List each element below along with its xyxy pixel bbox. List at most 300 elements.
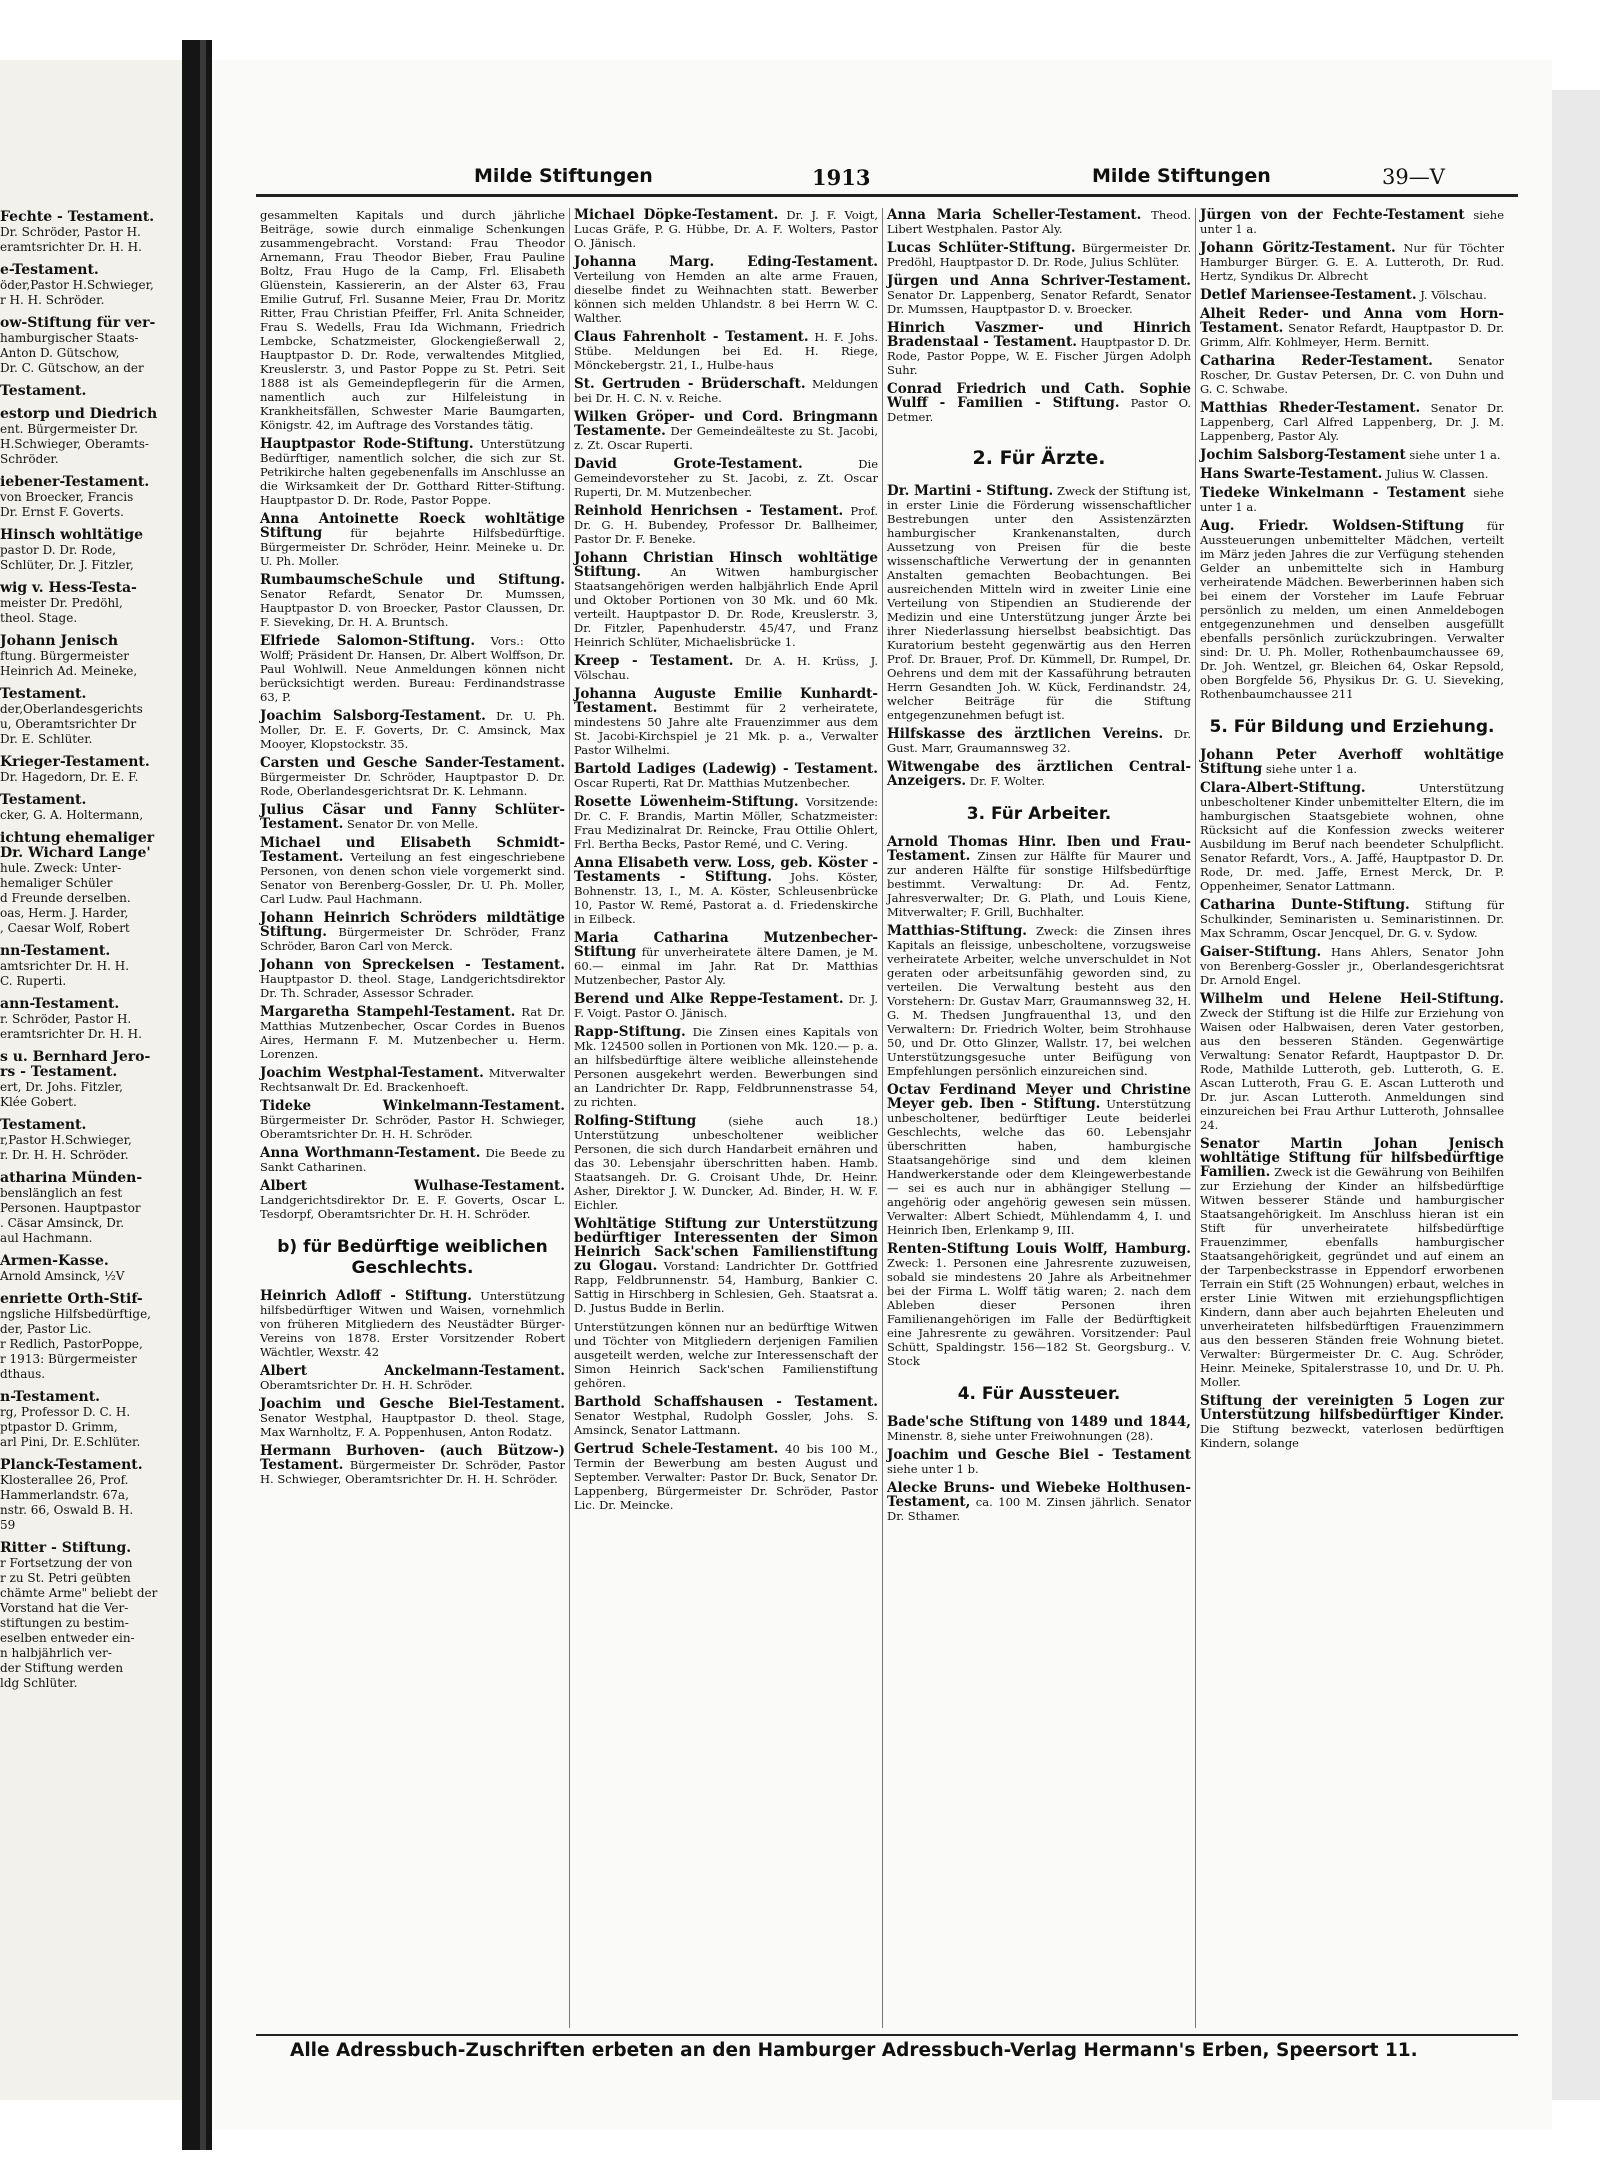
left-fragment-line: e-Testament. — [0, 262, 99, 278]
foundation-entry — [887, 924, 1191, 1078]
foundation-entry — [1200, 1137, 1504, 1389]
foundation-entry — [1200, 448, 1504, 462]
left-page-fragment — [0, 60, 182, 2100]
foundation-entry — [260, 634, 565, 704]
entry-title: Berend und Alke Reppe-Testament. — [574, 991, 844, 1007]
left-fragment-line: Krieger-Testament. — [0, 754, 150, 770]
entry-title: Lucas Schlüter-Stiftung. — [887, 240, 1076, 256]
entry-text: Bestimmt für 2 verheiratete, mindestens 50 Jahre alte Frauenzimmer aus dem St. Jacobi-Kirchspiel je 21 Mk. p. a., Verwalter Pastor Wilhelmi. — [574, 701, 879, 757]
left-fragment-line: ann-Testament. — [0, 996, 120, 1012]
foundation-entry — [260, 803, 565, 831]
header-right: Milde Stiftungen — [1092, 165, 1271, 187]
foundation-entry — [260, 1005, 565, 1061]
foundation-entry — [574, 1395, 878, 1437]
left-fragment-line: eselben entweder ein- — [0, 1631, 135, 1645]
foundation-entry — [887, 208, 1191, 236]
left-fragment-line: hemaliger Schüler — [0, 876, 113, 890]
foundation-entry — [574, 762, 878, 790]
foundation-entry — [1200, 288, 1504, 302]
left-fragment-line: Arnold Amsinck, ½V — [0, 1269, 125, 1283]
left-fragment-line: Personen. Hauptpastor — [0, 1201, 141, 1215]
running-header — [212, 165, 1542, 191]
left-fragment-line: ftung. Bürgermeister — [0, 649, 129, 663]
left-fragment-line: ert, Dr. Johs. Fitzler, — [0, 1080, 123, 1094]
section-heading: b) für Bedürftige weiblichen Geschlechts. — [277, 1237, 548, 1278]
left-fragment-line: eramtsrichter Dr. H. H. — [0, 240, 142, 254]
left-fragment-line: cker, G. A. Holtermann, — [0, 808, 144, 822]
left-fragment-line: benslänglich an fest — [0, 1186, 123, 1200]
entry-text: 40 bis 100 M., Termin der Bewerbung am besten August und September. Verwalter: Pastor Dr. Buck, Senator Dr. Lappenberg, Bürgermeister Dr. Schröder, Pastor Lic. Dr. Meincke. — [574, 1442, 878, 1512]
left-fragment-line: arl Pini, Dr. E.Schlüter. — [0, 1435, 141, 1449]
header-left: Milde Stiftungen — [474, 165, 653, 187]
foundation-entry — [574, 1320, 878, 1390]
left-fragment-line: n-Testament. — [0, 1389, 101, 1405]
left-fragment-line: ptpastor D. Grimm, — [0, 1420, 118, 1434]
entry-text: Dr. Gust. Marr, Graumannsweg 32. — [887, 727, 1191, 755]
entry-text: Unterstützung Bedürftiger, namentlich solcher, die sich zur St. Petrikirche halten gegebenenfalls im Anschlusse an die Wirksamkeit der Dr. Gotthard Ritter-Stiftung. Hauptpastor D. Dr. Rode, Pastor Poppe. — [260, 437, 565, 507]
entry-title: Octav Ferdinand Meyer und Christine Meyer geb. Iben - Stiftung. — [887, 1082, 1191, 1112]
entry-title: Johann Peter Averhoff wohltätige Stiftung — [1200, 747, 1504, 777]
foundation-entry — [260, 1146, 565, 1174]
foundation-entry — [887, 241, 1191, 269]
left-fragment-line: Fechte - Testament. — [0, 209, 155, 225]
entry-text: Hauptpastor D. Dr. Rode, Pastor Poppe, W. E. Fischer Jürgen Adolph Suhr. — [887, 335, 1192, 377]
foundation-entry — [1200, 748, 1504, 776]
column-3 — [882, 208, 1195, 2028]
foundation-entry — [574, 410, 878, 452]
entry-title: Rapp-Stiftung. — [574, 1024, 686, 1040]
entry-title: Renten-Stiftung Louis Wolff, Hamburg. — [887, 1241, 1191, 1257]
entry-text: Minenstr. 8, siehe unter Freiwohnungen (28). — [887, 1429, 1154, 1443]
entry-title: David Grote-Testament. — [574, 456, 803, 472]
entry-title: Alheit Reder- und Anna vom Horn-Testament. — [1200, 306, 1504, 336]
entry-text: Dr. F. Wolter. — [969, 774, 1046, 788]
entry-text: siehe unter 1 a. — [1200, 208, 1505, 236]
left-fragment-line: ent. Bürgermeister Dr. — [0, 422, 138, 436]
foundation-entry — [574, 1217, 878, 1315]
entry-title: Jochim Salsborg-Testament — [1200, 447, 1406, 463]
entry-text: Zweck der Stiftung ist die Hilfe zur Erziehung von Waisen oder Halbwaisen, deren Vater gestorben, aus den besseren Ständen. Gegenwärtige Verwaltung: Senator Refardt, Hauptpastor D. Dr. Rode, Mathilde Lutteroth, geb. Lutteroth, G. E. Ascan Lutteroth, Frau G. E. Ascan Lutteroth und Dr. jur. Ascan Lutteroth. Anmeldungen sind einzureichen bei Frau Arthur Lutteroth, Johnsallee 24. — [1200, 1006, 1504, 1132]
left-fragment-line: nn-Testament. — [0, 943, 111, 959]
entry-title: Matthias Rheder-Testament. — [1200, 400, 1421, 416]
foundation-entry — [260, 1289, 565, 1359]
entry-text: H. F. Johs. Stübe. Meldungen bei Ed. H. Riege, Mönckebergstr. 21, I., Hulbe-haus — [574, 330, 878, 372]
left-fragment-line: r H. H. Schröder. — [0, 293, 105, 307]
entry-text: für Aussteuerungen unbemittelter Mädchen, verteilt im März jeden Jahres die zur Verfügung stehenden Gelder an unbemittelte sich in Hamburg verheiratende Mädchen. Bewerberinnen haben sich bei einem der Vorsteher im Laufe Februar persönlich zu melden, um einen Anmeldebogen entgegenzunehmen und denselben ausgefüllt ebenfalls persönlich zurückzubringen. Verwalter sind: Dr. U. Ph. Moller, Rothenbaumchaussee 69, Dr. Joh. Wentzel, gr. Bleichen 64, Oskar Repsold, oben Borgfelde 56, Physikus Dr. G. U. Sieveking, Rothenbaumchaussee 211 — [1200, 519, 1504, 701]
left-fragment-line: Dr. Ernst F. Goverts. — [0, 505, 124, 519]
left-fragment-line: Testament. — [0, 1117, 87, 1133]
entry-text: Die Beede zu Sankt Catharinen. — [260, 1146, 565, 1174]
left-fragment-line: Ritter - Stiftung. — [0, 1540, 132, 1556]
foundation-entry — [260, 437, 565, 507]
left-fragment-line: Schlüter, Dr. J. Fitzler, — [0, 558, 134, 572]
entry-title: Jürgen von der Fechte-Testament — [1200, 208, 1465, 223]
left-fragment-line: hule. Zweck: Unter- — [0, 861, 122, 875]
column-1 — [256, 208, 569, 2028]
foundation-entry — [574, 377, 878, 405]
left-fragment-line: Planck-Testament. — [0, 1457, 143, 1473]
entry-title: Joachim Westphal-Testament. — [260, 1065, 484, 1081]
left-fragment-line: r 1913: Bürgermeister — [0, 1352, 137, 1366]
entry-title: Wohltätige Stiftung zur Unterstützung bedürftiger Interessenten der Simon Heinrich Sack'schen Familienstiftung zu Glogau. — [574, 1216, 878, 1274]
left-fragment-line: nstr. 66, Oswald B. H. — [0, 1503, 134, 1517]
left-fragment-line: hamburgischer Staats- — [0, 331, 139, 345]
left-fragment-line: atharina Münden- — [0, 1170, 143, 1186]
foundation-entry — [260, 1179, 565, 1221]
entry-title: Johanna Marg. Eding-Testament. — [574, 254, 878, 270]
foundation-entry — [887, 1415, 1191, 1443]
entry-text: Dr. J. F. Voigt, Lucas Gräfe, P. G. Hübbe, Dr. A. F. Wolters, Pastor O. Jänisch. — [574, 208, 879, 250]
entry-text: Johs. Köster, Bohnenstr. 13, I., M. A. Köster, Schleusenbrücke 10, Pastor W. Remé, Pastorat a. d. Friedenskirche in Eilbeck. — [574, 870, 879, 926]
foundation-entry — [574, 330, 878, 372]
foundation-entry — [574, 208, 878, 250]
entry-text: Stiftung für Schulkinder, Seminaristen u. Seminaristinnen. Dr. Max Schramm, Oscar Jencquel, Dr. G. v. Sydow. — [1200, 898, 1504, 940]
foundation-entry — [1200, 307, 1504, 349]
left-fragment-line: meister Dr. Predöhl, — [0, 596, 123, 610]
entry-title: Gaiser-Stiftung. — [1200, 944, 1322, 960]
entry-text: Dr. J. F. Voigt. Pastor O. Jänisch. — [574, 992, 879, 1020]
left-fragment-line: r Fortsetzung der von — [0, 1556, 133, 1570]
column-2 — [569, 208, 882, 2028]
entry-title: Joachim Salsborg-Testament. — [260, 708, 486, 724]
entry-text: für unverheiratete ältere Damen, je M. 60.— einmal im Jahr. Rat Dr. Matthias Mutzenbecher, Pastor Aly. — [574, 945, 878, 987]
left-fragment-line: estorp und Diedrich — [0, 406, 158, 422]
left-fragment-line: Hammerlandstr. 67a, — [0, 1488, 129, 1502]
left-fragment-line: öder,Pastor H.Schwieger, — [0, 278, 154, 292]
foundation-entry — [260, 756, 565, 798]
foundation-entry — [574, 654, 878, 682]
entry-text: Prof. Dr. G. H. Bubendey, Professor Dr. Ballheimer, Pastor Dr. F. Beneke. — [574, 504, 879, 546]
entry-text: Zinsen zur Hälfte für Maurer und zur anderen Hälfte für sonstige Hilfsbedürftige bestimmt. Verwaltung: Dr. Ad. Fentz, Jahresverwalter; Dr. G. Plath, und Louis Kiene, Mitverwalter; F. Grill, Buchhalter. — [887, 849, 1191, 919]
entry-text: Zweck: die Zinsen ihres Kapitals an fleissige, unbescholtene, vorzugsweise verheiratete Arbeiter, welche unverschuldet in Not geraten oder arbeitsunfähig geworden sind, zu verteilen. Die Verwaltung besteht aus den Vorstehern: Dr. Gustav Marr, Graumannsweg 32, H. G. M. Thedsen Jungfrauenthal 13, und den Verwaltern: Dr. Friedrich Wolter, beim Strohhause 50, und Dr. Otto Glinzer, Wallstr. 17, bei welchen Unterstützungsgesuche unter Beifügung von Empfehlungen persönlich einzureichen sind. — [887, 924, 1192, 1078]
left-fragment-line: r. Dr. H. H. Schröder. — [0, 1148, 129, 1162]
foundation-entry — [574, 255, 878, 325]
foundation-entry — [574, 1025, 878, 1109]
entry-title: Wilken Gröper- und Cord. Bringmann Testamente. — [574, 409, 878, 439]
foundation-entry — [1200, 898, 1504, 940]
left-fragment-line: Hinsch wohltätige — [0, 527, 144, 543]
header-year: 1913 — [812, 165, 871, 190]
left-fragment-line: Testament. — [0, 383, 87, 399]
entry-title: Witwengabe des ärztlichen Central-Anzeigers. — [887, 759, 1191, 789]
entry-text: An Witwen hamburgischer Staatsangehörigen werden halbjährlich Ende April und Oktober Portionen von 30 Mk. und 60 Mk. verteilt. Hauptpastor D. Dr. Rode, Kreuslerstr. 3, Dr. Fitzler, Papenhuderstr. 45/47, und Franz Heinrich Schlüter, Michaelisbrücke 1. — [574, 565, 878, 649]
entry-text: Bürgermeister Dr. Schröder, Hauptpastor D. Dr. Rode, Oberlandesgerichtsrat Dr. K. Lehmann. — [260, 770, 565, 798]
right-page-edge — [1552, 90, 1600, 2100]
left-fragment-line: eramtsrichter Dr. H. H. — [0, 1027, 142, 1041]
foundation-entry — [887, 382, 1191, 424]
entry-title: Hans Swarte-Testament. — [1200, 466, 1383, 482]
entry-title: Michael und Elisabeth Schmidt-Testament. — [260, 835, 565, 865]
entry-title: Wilhelm und Helene Heil-Stiftung. — [1200, 991, 1504, 1007]
header-rule — [256, 194, 1518, 197]
foundation-entry — [574, 1442, 878, 1512]
entry-text: gesammelten Kapitals und durch jährliche Beiträge, sowie durch einmalige Schenkungen zusammengebracht. Vorstand: Frau Theodor Arnemann, Frau Theodor Bieber, Frau Pauline Boltz, Frau Hugo de la Camp, Frl. Elisabeth Glüenstein, Kassiererin, an der Alster 63, Frau Emilie Gutruf, Frl. Susanne Meier, Frau Dr. Moritz Ritter, Frau Christian Pfeiffer, Frl. Anita Schneider, Frau S. Wedells, Frau Ida Wichmann, Friedrich Lembcke, Schatzmeister, Glockengießerwall 2, Hauptpastor D. Dr. Rode, verwaltendes Mitglied, Kreuslerstr. 3, und Pastor Poppe zu St. Petri. Seit 1888 ist als Gemeindepflegerin für die Armen, namentlich auch zur Hilfeleistung in Krankheitsfällen, Schwester Marie Baumgarten, Königstr. 42, im Auftrage des Vorstandes tätig. — [260, 208, 565, 432]
left-fragment-line: von Broecker, Francis — [0, 490, 134, 504]
foundation-entry — [260, 573, 565, 629]
entry-text: Hauptpastor D. theol. Stage, Landgerichtsdirektor Dr. Th. Schrader, Assessor Schrader. — [260, 972, 565, 1000]
entry-title: RumbaumscheSchule und Stiftung. — [260, 572, 565, 588]
section-heading: 2. Für Ärzte. — [972, 447, 1106, 469]
entry-title: St. Gertruden - Brüderschaft. — [574, 376, 806, 392]
entry-text: Oberamtsrichter Dr. H. H. Schröder. — [260, 1378, 473, 1392]
entry-text: Senator Westphal, Hauptpastor D. theol. Stage, Max Warnholtz, F. A. Poppenhusen, Anton Rodatz. — [260, 1411, 565, 1439]
text-columns — [256, 208, 1518, 2028]
foundation-entry — [1200, 1394, 1504, 1450]
entry-title: Carsten und Gesche Sander-Testament. — [260, 755, 565, 771]
left-fragment-line: der, Pastor Lic. — [0, 1322, 92, 1336]
entry-text: Verteilung von Hemden an alte arme Frauen, dieselbe findet zu Weihnachten statt. Bewerber können sich melden Uhlandstr. 8 bei Herrn W. C. Walther. — [574, 269, 878, 325]
entry-title: Rosette Löwenheim-Stiftung. — [574, 794, 799, 810]
entry-title: Michael Döpke-Testament. — [574, 208, 779, 223]
foundation-entry — [574, 992, 878, 1020]
entry-title: Rolfing-Stiftung — [574, 1113, 697, 1129]
entry-text: siehe unter 1 a. — [1200, 486, 1504, 514]
entry-title: Gertrud Schele-Testament. — [574, 1441, 779, 1457]
entry-title: Anna Elisabeth verw. Loss, geb. Köster - Testaments - Stiftung. — [574, 855, 878, 885]
foundation-entry — [574, 687, 878, 757]
left-fragment-line: Dr. C. Gütschow, an der — [0, 361, 144, 375]
entry-text: ca. 100 M. Zinsen jährlich. Senator Dr. Sthamer. — [887, 1495, 1191, 1523]
entry-title: Hauptpastor Rode-Stiftung. — [260, 436, 474, 452]
foundation-entry — [1200, 467, 1504, 481]
entry-text: Bürgermeister Dr. Schröder, Pastor H. Schwieger, Oberamtsrichter Dr. H. H. Schröder. — [260, 1113, 565, 1141]
entry-title: Hermann Burhoven- (auch Bützow-) Testament. — [260, 1443, 565, 1473]
entry-text: siehe unter 1 a. — [1265, 762, 1358, 776]
entry-text: Theod. Libert Westphalen. Pastor Aly. — [887, 208, 1191, 236]
entry-title: Joachim und Gesche Biel - Testament — [887, 1447, 1191, 1463]
left-fragment-line: n halbjährlich ver- — [0, 1646, 112, 1660]
foundation-entry — [1200, 945, 1504, 987]
gutter-shadow — [200, 40, 206, 2150]
left-fragment-line: H.Schwieger, Oberamts- — [0, 437, 149, 451]
entry-text: J. Völschau. — [1420, 288, 1487, 302]
entry-title: Detlef Mariensee-Testament. — [1200, 287, 1417, 303]
foundation-entry — [574, 551, 878, 649]
foundation-entry — [260, 958, 565, 1000]
left-fragment-line: oas, Herm. J. Harder, — [0, 906, 129, 920]
left-fragment-line: ngsliche Hilfsbedürftige, — [0, 1307, 151, 1321]
entry-text: Dr. A. H. Krüss, J. Völschau. — [574, 654, 879, 682]
entry-title: Hinrich Vaszmer- und Hinrich Bradenstaal - Testament. — [887, 320, 1191, 350]
entry-text: Unterstützungen können nur an bedürftige Witwen und Töchter von Mitgliedern derjenigen Familien ausgeteilt werden, welche zur Interessenschaft der Simon Heinrich Sack'schen Familienstiftung gehören. — [574, 1320, 878, 1390]
left-fragment-line: der,Oberlandesgerichts — [0, 702, 143, 716]
entry-title: Alecke Bruns- und Wiebeke Holthusen-Testament, — [887, 1480, 1191, 1510]
entry-title: Barthold Schaffshausen - Testament. — [574, 1394, 878, 1410]
left-page-column — [0, 60, 182, 1691]
entry-text: Unterstützung hilfsbedürftiger Witwen und Waisen, vornehmlich von früheren Mitgliedern des Neustädter Bürger-Vereins von 1878. Erster Vorsitzender Robert Wächtler, Wexstr. 42 — [260, 1289, 566, 1359]
entry-title: Anna Worthmann-Testament. — [260, 1145, 481, 1161]
foundation-entry — [1200, 401, 1504, 443]
foundation-entry — [260, 836, 565, 906]
left-fragment-line: s u. Bernhard Jero- — [0, 1049, 151, 1065]
left-fragment-line: r,Pastor H.Schwieger, — [0, 1133, 132, 1147]
entry-title: Stiftung der vereinigten 5 Logen zur Unterstützung hilfsbedürftiger Kinder. — [1200, 1393, 1504, 1423]
foundation-entry — [260, 1364, 565, 1392]
foundation-entry — [260, 512, 565, 568]
foundation-entry — [574, 795, 878, 851]
entry-text: Der Gemeindeälteste zu St. Jacobi, z. Zt. Oscar Ruperti. — [574, 424, 878, 452]
entry-title: Johann Christian Hinsch wohltätige Stiftung. — [574, 550, 878, 580]
foundation-entry — [1200, 992, 1504, 1132]
entry-text: Senator Refardt, Senator Dr. Mumssen, Hauptpastor D. von Broecker, Pastor Claussen, Dr. F. Sieveking, Dr. H. A. Bruntsch. — [260, 587, 565, 629]
entry-text: Senator Dr. von Melle. — [346, 817, 479, 831]
foundation-entry — [1200, 486, 1504, 514]
foundation-entry — [1200, 241, 1504, 283]
binding-gutter — [182, 40, 212, 2150]
foundation-entry — [1200, 208, 1504, 236]
foundation-entry — [260, 1397, 565, 1439]
entry-text: Verteilung an fest eingeschriebene Personen, von denen schon viele vorgemerkt sind. Senator von Berenberg-Gossler, Dr. U. Ph. Moller, Carl Ludw. Paul Hachmann. — [260, 850, 565, 906]
entry-text: Bürgermeister Dr. Schröder, Pastor H. Schwieger, Oberamtsrichter Dr. H. H. Schröder. — [260, 1458, 565, 1486]
entry-text: Rat Dr. Matthias Mutzenbecher, Oscar Cordes in Buenos Aires, Hermann F. M. Mutzenbecher u. Herm. Lorenzen. — [260, 1005, 566, 1061]
left-fragment-line: Vorstand hat die Ver- — [0, 1601, 129, 1615]
entry-title: Kreep - Testament. — [574, 653, 734, 669]
foundation-entry — [574, 931, 878, 987]
foundation-entry — [887, 760, 1191, 788]
entry-text: Bürgermeister Dr. Schröder, Franz Schröder, Baron Carl von Merck. — [260, 925, 566, 953]
entry-title: Bartold Ladiges (Ladewig) - Testament. — [574, 761, 878, 777]
entry-title: Clara-Albert-Stiftung. — [1200, 780, 1366, 796]
entry-text: Vorstand: Landrichter Dr. Gottfried Rapp, Feldbrunnenstr. 54, Hamburg, Bankier C. Sattig in Hirschberg in Schlesien, Geh. Staatsrat a. D. Justus Budde in Berlin. — [574, 1259, 879, 1315]
left-fragment-line: . Cäsar Amsinck, Dr. — [0, 1216, 125, 1230]
foundation-entry — [887, 321, 1191, 377]
entry-text: für bejahrte Hilfsbedürftige. Bürgermeister Dr. Schröder, Heinr. Meineke u. Dr. U. Ph. Moller. — [260, 526, 565, 568]
entry-title: Joachim und Gesche Biel-Testament. — [260, 1396, 565, 1412]
entry-title: Heinrich Adloff - Stiftung. — [260, 1288, 472, 1304]
left-fragment-line: pastor D. Dr. Rode, — [0, 543, 116, 557]
entry-title: Catharina Dunte-Stiftung. — [1200, 897, 1410, 913]
entry-text: Senator Dr. Lappenberg, Carl Alfred Lappenberg, Dr. J. M. Lappenberg, Pastor Aly. — [1200, 401, 1504, 443]
left-fragment-line: ldg Schlüter. — [0, 1676, 78, 1690]
left-fragment-line: amtsrichter Dr. H. H. — [0, 959, 130, 973]
left-fragment-line: Dr. E. Schlüter. — [0, 732, 93, 746]
entry-title: Albert Anckelmann-Testament. — [260, 1363, 565, 1379]
entry-title: Hilfskasse des ärztlichen Vereins. — [887, 726, 1164, 742]
left-fragment-line: theol. Stage. — [0, 611, 78, 625]
foundation-entry — [260, 1099, 565, 1141]
entry-title: Matthias-Stiftung. — [887, 923, 1027, 939]
entry-text: Nur für Töchter Hamburger Bürger. G. E. A. Lutteroth, Dr. Rud. Hertz, Syndikus Dr. Albrecht — [1200, 241, 1505, 283]
section-heading: 3. Für Arbeiter. — [966, 804, 1112, 824]
left-fragment-line: d Freunde derselben. — [0, 891, 131, 905]
entry-title: Claus Fahrenholt - Testament. — [574, 329, 809, 345]
foundation-entry — [574, 1114, 878, 1212]
left-fragment-line: Schröder. — [0, 452, 59, 466]
foundation-entry — [887, 1242, 1191, 1368]
left-fragment-line: Klée Gobert. — [0, 1095, 77, 1109]
foundation-entry — [887, 1083, 1191, 1237]
foundation-entry — [574, 504, 878, 546]
entry-title: Margaretha Stampehl-Testament. — [260, 1004, 516, 1020]
left-fragment-line: Dr. Wichard Lange' — [0, 845, 151, 861]
left-fragment-line: Klosterallee 26, Prof. — [0, 1473, 129, 1487]
entry-text: Senator Roscher, Dr. Gustav Petersen, Dr. C. von Duhn und G. C. Schwabe. — [1200, 354, 1504, 396]
left-fragment-line: Johann Jenisch — [0, 633, 119, 649]
left-fragment-line: r Redlich, PastorPoppe, — [0, 1337, 143, 1351]
left-fragment-line: r. Schröder, Pastor H. — [0, 1012, 132, 1026]
entry-text: Senator Refardt, Hauptpastor D. Dr. Grimm, Alfr. Kohlmeyer, Herm. Bernitt. — [1200, 321, 1504, 349]
left-fragment-line: aul Hachmann. — [0, 1231, 93, 1245]
foundation-entry — [260, 911, 565, 953]
foundation-entry — [260, 709, 565, 751]
left-fragment-line: 59 — [0, 1518, 16, 1532]
entry-text: Landgerichtsdirektor Dr. E. F. Goverts, Oscar L. Tesdorpf, Oberamtsrichter Dr. H. H. Schröder. — [260, 1193, 565, 1221]
entry-title: Johann Göritz-Testament. — [1200, 240, 1396, 256]
entry-title: Catharina Reder-Testament. — [1200, 353, 1433, 369]
entry-title: Anna Maria Scheller-Testament. — [887, 208, 1142, 223]
entry-title: Tideke Winkelmann-Testament. — [260, 1098, 565, 1114]
entry-text: Bürgermeister Dr. Predöhl, Hauptpastor D. Dr. Rode, Julius Schlüter. — [887, 241, 1191, 269]
footer-notice: Alle Adressbuch-Zuschriften erbeten an den Hamburger Adressbuch-Verlag Hermann's Erben, Speersort 11. — [290, 2040, 1418, 2061]
foundation-entry — [1200, 519, 1504, 701]
entry-title: Aug. Friedr. Woldsen-Stiftung — [1200, 518, 1464, 534]
entry-text: Meldungen bei Dr. H. C. N. v. Reiche. — [574, 377, 879, 405]
entry-title: Reinhold Henrichsen - Testament. — [574, 503, 844, 519]
entry-text: Mitverwalter Rechtsanwalt Dr. Ed. Brackenhoeft. — [260, 1066, 565, 1094]
entry-title: Johann Heinrich Schröders mildtätige Stiftung. — [260, 910, 565, 940]
entry-text: Unterstützung unbescholtener Kinder unbemittelter Eltern, die im hamburgischen Staatsgebiete wohnen, ohne Rücksicht auf die Konfession zwecks weiterer Ausbildung im Beruf nach beendeter Schulpflicht. Senator Refardt, Vors., A. Jaffé, Hauptpastor D. Dr. Rode, Dr. med. Jaffe, Ernest Merck, Dr. P. Oppenheimer, Senator Lattmann. — [1200, 781, 1504, 893]
left-fragment-line: wig v. Hess-Testa- — [0, 580, 137, 596]
foundation-entry — [1200, 781, 1504, 893]
left-fragment-line: dthaus. — [0, 1367, 46, 1381]
left-fragment-line: Testament. — [0, 686, 87, 702]
entry-title: Julius Cäsar und Fanny Schlüter-Testament. — [260, 802, 565, 832]
entry-text: (siehe auch 18.) Unterstützung unbescholtener weiblicher Personen, die sich durch Handarbeit ernähren und das 30. Lebensjahr überschritten haben. Hamb. Staatsangeh. Dr. G. Croisant Uhde, Dr. Heinr. Asher, Direktor J. W. Duncker, Ad. Binder, H. W. F. Eichler. — [574, 1114, 878, 1212]
left-fragment-line: C. Ruperti. — [0, 974, 67, 988]
left-fragment-line: ow-Stiftung für ver- — [0, 315, 156, 331]
entry-text: siehe unter 1 b. — [887, 1462, 979, 1476]
entry-title: Johanna Auguste Emilie Kunhardt-Testament. — [574, 686, 878, 716]
left-fragment-line: Dr. Hagedorn, Dr. E. F. — [0, 770, 139, 784]
entry-title: Tiedeke Winkelmann - Testament — [1200, 485, 1466, 501]
foundation-entry — [887, 835, 1191, 919]
left-fragment-line: stiftungen zu bestim- — [0, 1616, 129, 1630]
foundation-entry — [574, 856, 878, 926]
foundation-entry — [574, 457, 878, 499]
entry-text: Senator Westphal, Rudolph Gossler, Johs. S. Amsinck, Senator Lattmann. — [574, 1409, 878, 1437]
entry-title: Anna Antoinette Roeck wohltätige Stiftung — [260, 511, 565, 541]
foundation-entry — [260, 208, 565, 432]
column-4 — [1195, 208, 1508, 2028]
entry-title: Conrad Friedrich und Cath. Sophie Wulff - Familien - Stiftung. — [887, 381, 1191, 411]
entry-text: Hans Ahlers, Senator John von Berenberg-Gossler jr., Oberlandesgerichtsrat Dr. Arnold Engel. — [1200, 945, 1505, 987]
left-fragment-line: u, Oberamtsrichter Dr — [0, 717, 137, 731]
entry-text: Vors.: Otto Wolff; Präsident Dr. Hansen, Dr. Albert Wolffson, Dr. Paul Wohlwill. Neue Anmeldungen können nicht berücksichtigt werden. Bureau: Ferdinandstrasse 63, P. — [260, 634, 565, 704]
foundation-entry — [887, 727, 1191, 755]
foundation-entry — [260, 1444, 565, 1486]
foundation-entry — [1200, 354, 1504, 396]
entry-title: Arnold Thomas Hinr. Iben und Frau-Testament. — [887, 834, 1191, 864]
entry-text: Senator Dr. Lappenberg, Senator Refardt, Senator Dr. Mumssen, Hauptpastor D. v. Broecker. — [887, 288, 1191, 316]
left-fragment-line: der Stiftung werden — [0, 1661, 124, 1675]
entry-text: siehe unter 1 a. — [1409, 448, 1501, 462]
left-fragment-line: , Caesar Wolf, Robert — [0, 921, 130, 935]
section-heading: 4. Für Aussteuer. — [957, 1384, 1121, 1404]
entry-title: Maria Catharina Mutzenbecher-Stiftung — [574, 930, 878, 960]
entry-text: Die Zinsen eines Kapitals von Mk. 124500 sollen in Portionen von Mk. 120.— p. a. an hilfsbedürftige ältere weibliche alleinstehende Personen ausgekehrt werden. Bewerbungen sind an Landrichter Dr. Rapp, Feldbrunnenstrasse 54, zu richten. — [574, 1025, 878, 1109]
page-number: 39—V — [1382, 165, 1445, 189]
entry-text: Dr. U. Ph. Moller, Dr. E. F. Goverts, Dr. C. Amsinck, Max Mooyer, Klopstockstr. 35. — [260, 709, 566, 751]
left-fragment-line: chämte Arme" beliebt der — [0, 1586, 158, 1600]
foundation-entry — [887, 1481, 1191, 1523]
left-fragment-line: Armen-Kasse. — [0, 1253, 109, 1269]
section-heading: 5. Für Bildung und Erziehung. — [1209, 717, 1495, 737]
left-fragment-line: Heinrich Ad. Meineke, — [0, 664, 138, 678]
entry-title: Albert Wulhase-Testament. — [260, 1178, 565, 1194]
entry-title: Elfriede Salomon-Stiftung. — [260, 633, 476, 649]
left-fragment-line: rg, Professor D. C. H. — [0, 1405, 131, 1419]
entry-title: Dr. Martini - Stiftung. — [887, 483, 1054, 499]
